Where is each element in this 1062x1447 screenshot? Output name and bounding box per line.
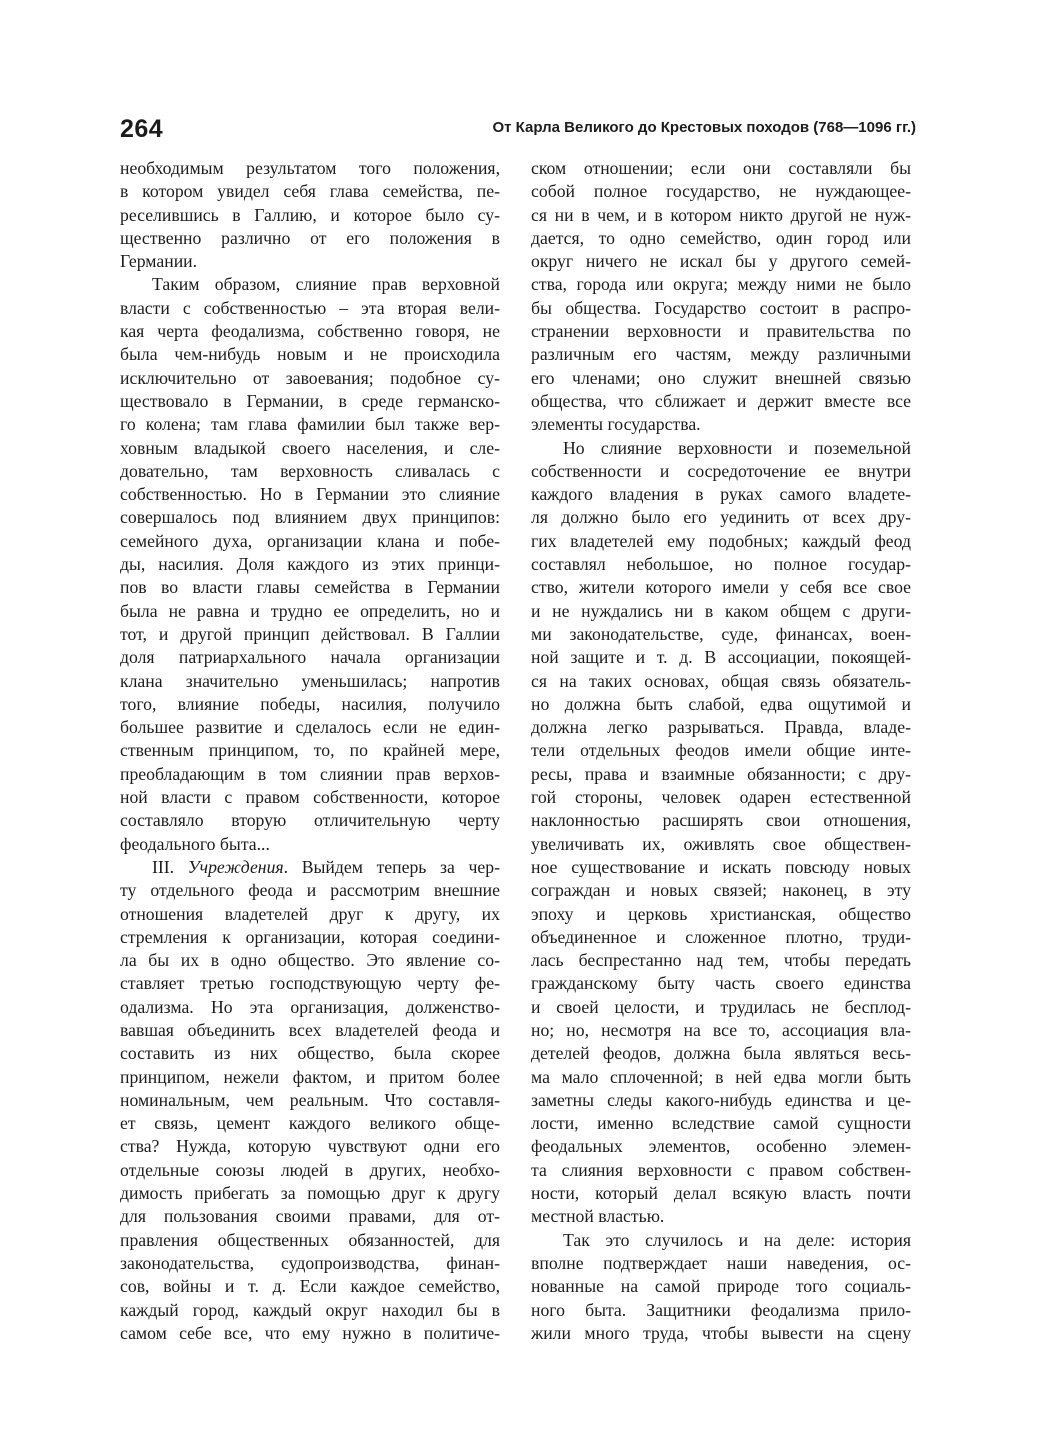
text-line: округ ничего не искал бы у другого семей- [531,251,911,272]
text-line: эпоху и церковь христианская, общество [531,903,911,924]
text-line: тели отдельных феодов имели общие инте- [531,740,911,761]
text-line: ховным владыкой своего населения, и сле- [120,437,500,458]
text-line: должна легко разрываться. Правда, владе- [531,717,911,738]
text-line: феодальных элементов, особенно элемен- [531,1136,911,1157]
text-line: отношения владетелей друг к другу, их [120,903,500,924]
text-line: ства? Нужда, которую чувствуют одни его [120,1136,500,1157]
text-line: сограждан и новых связей; наконец, в эту [531,880,911,901]
text-line: исключительно от завоевания; подобное су- [120,367,500,388]
text-line: была чем-нибудь новым и не происходила [120,344,500,365]
text-line: номинальным, чем реальным. Что составля- [120,1089,500,1110]
text-line: сов, войны и т. д. Если каждое семейство, [120,1276,500,1297]
text-line: клана значительно уменьшилась; напротив [120,670,500,691]
text-line: элементы государства. [531,414,701,435]
text-line: нованные на самой природе того социаль- [531,1276,911,1297]
text-line: того, влияние победы, насилия, получило [120,693,500,714]
text-line: семейного духа, организации клана и побе- [120,530,500,551]
text-line: бы общества. Государство состоит в распро- [531,297,911,318]
text-line: ной защите и т. д. В ассоциации, покоящей- [531,647,911,668]
text-line: та слияния верховности с правом собствен- [531,1159,911,1180]
text-line: собственностью. Но в Германии это слияние [120,484,500,505]
text-line: заметны следы какого-нибудь единства и це- [531,1089,911,1110]
text-line: ственным принципом, то, по крайней мере, [120,740,500,761]
text-line: го колена; там глава фамилии был также вер- [120,414,500,435]
text-line: ет связь, цемент каждого великого обще- [120,1113,500,1134]
text-line: Таким образом, слияние прав верховной [152,274,500,295]
text-run: . Выйдем теперь за чер- [283,856,500,877]
text-line: общества, что сближает и держит вместе все [531,390,911,411]
text-line: законодательства, судопроизводства, финан- [120,1252,500,1273]
text-line: доля патриархального начала организации [120,647,500,668]
text-line: ла бы их в одно общество. Это явление со- [120,950,500,971]
text-line: детелей феодов, должна была являться весь- [531,1043,911,1064]
text-line: ной власти с правом собственности, которое [120,787,500,808]
text-line: жили много труда, чтобы вывести на сцену [531,1322,911,1343]
text-line: наклонностью расширять свои отношения, [531,810,911,831]
text-line: Но слияние верховности и поземельной [563,437,911,458]
text-line: собственности и сосредоточение ее внутри [531,460,911,481]
page-number: 264 [120,115,164,143]
text-line: гих владетелей ему подобных; каждый феод [531,530,911,551]
text-line: ство, жители которого имели у себя все свое [531,577,911,598]
text-line: большее развитие и сделалось если не един- [120,717,500,738]
text-line: гражданскому быту часть своего единства [531,973,911,994]
text-line: и не нуждались ни в каком общем с други- [531,600,911,621]
text-line: реселившись в Галлию, и которое было су- [120,204,500,225]
text-line: феодального быта... [120,833,270,854]
text-line: совершалось под влиянием двух принципов: [120,507,500,528]
text-line: вполне подтверждает наши наведения, ос- [531,1252,911,1273]
text-line: ресы, права и взаимные обязанности; с дру- [531,763,911,784]
italic-section-title: Учреждения [187,856,284,877]
text-line: ное существование и искать повсюду новых [531,856,911,877]
text-line: его членами; оно служит внешней связью [531,367,911,388]
text-line: была не равна и трудно ее определить, но и [120,600,500,621]
text-line: составлял небольшое, но полное государ- [531,554,911,575]
text-line: отдельные союзы людей в других, необхо- [120,1159,500,1180]
text-line: каждого владения в руках самого владете- [531,484,911,505]
text-column-right [531,157,911,1345]
text-line: одализма. Но эта организация, долженство- [120,996,500,1017]
text-line: необходимым результатом того положения, [120,158,500,178]
text-line: ту отдельного феода и рассмотрим внешние [120,880,500,901]
text-line: димость прибегать за помощью друг к другу [120,1183,500,1204]
text-line: ды, насилия. Доля каждого из этих принци- [120,554,500,575]
text-line: и своей целости, и трудилась не бесплод- [531,996,911,1017]
text-line: каждый город, каждый округ находил бы в [120,1299,500,1320]
text-line: в котором увидел себя глава семейства, пе- [120,181,500,202]
text-line: гой стороны, человек одарен естественной [531,787,911,808]
text-line: преобладающим в том слиянии прав верхов- [120,763,500,784]
text-line: собой полное государство, не нуждающее- [531,181,911,202]
text-line: для пользования своими правами, для от- [120,1206,500,1227]
text-line: лась беспрестанно над тем, чтобы передать [531,950,911,971]
text-line: местной властью. [531,1206,665,1227]
text-line: щественно различно от его положения в [120,227,500,248]
text-line: но; но, несмотря на все то, ассоциация вла- [531,1019,911,1040]
text-line: пов во власти главы семейства в Германии [120,577,500,598]
text-line: ма мало сплоченной; в ней едва могли быть [531,1066,911,1087]
text-line: Так это случилось и на деле: история [563,1229,911,1250]
text-column-left [120,157,500,1345]
text-line: ности, который делал всякую власть почти [531,1183,911,1204]
text-line: довательно, там верховность сливалась с [120,460,500,481]
text-line: ся ни в чем, и в котором никто другой не нуж- [531,204,911,225]
text-line: тот, и другой принцип действовал. В Галлии [120,623,500,644]
text-line: Германии. [120,251,198,272]
text-line: кая черта феодализма, собственно говоря, не [120,321,500,342]
text-line: лости, именно вследствие самой сущности [531,1113,911,1134]
text-line: ного быта. Защитники феодализма прило- [531,1299,911,1320]
text-line: составляло вторую отличительную черту [120,810,500,831]
text-line: ском отношении; если они составляли бы [531,158,911,178]
text-line: странении верховности и правительства по [531,321,911,342]
text-line: вавшая объединить всех владетелей феода и [120,1019,500,1040]
text-line: составить из них общество, была скорее [120,1043,500,1064]
text-line: стремления к организации, которая соедини- [120,926,500,947]
text-line: самом себе все, что ему нужно в политиче- [120,1322,500,1343]
text-run: III. [152,856,188,877]
text-line: различным его частям, между различными [531,344,911,365]
running-title: От Карла Великого до Крестовых походов (768—1096 гг.) [492,119,916,136]
text-line: увеличивать их, оживлять свое обществен- [531,833,911,854]
text-line: власти с собственностью – эта вторая вели- [120,297,500,318]
text-line: ства, города или округа; между ними не было [531,274,911,295]
text-line: ществовало в Германии, в среде германско- [120,390,500,411]
text-line: дается, то одно семейство, один город или [531,227,911,248]
text-line: ся на таких основах, общая связь обязатель- [531,670,911,691]
text-line: принципом, нежели фактом, и притом более [120,1066,500,1087]
text-line: ля должно было его уединить от всех дру- [531,507,911,528]
text-line [120,856,500,879]
text-line: ми законодательстве, суде, финансах, воен- [531,623,911,644]
text-line: ставляет третью господствующую черту фе- [120,973,500,994]
text-line: объединенное и сложенное плотно, труди- [531,926,911,947]
text-line: правления общественных обязанностей, для [120,1229,500,1250]
text-line: но должна быть слабой, едва ощутимой и [531,693,911,714]
